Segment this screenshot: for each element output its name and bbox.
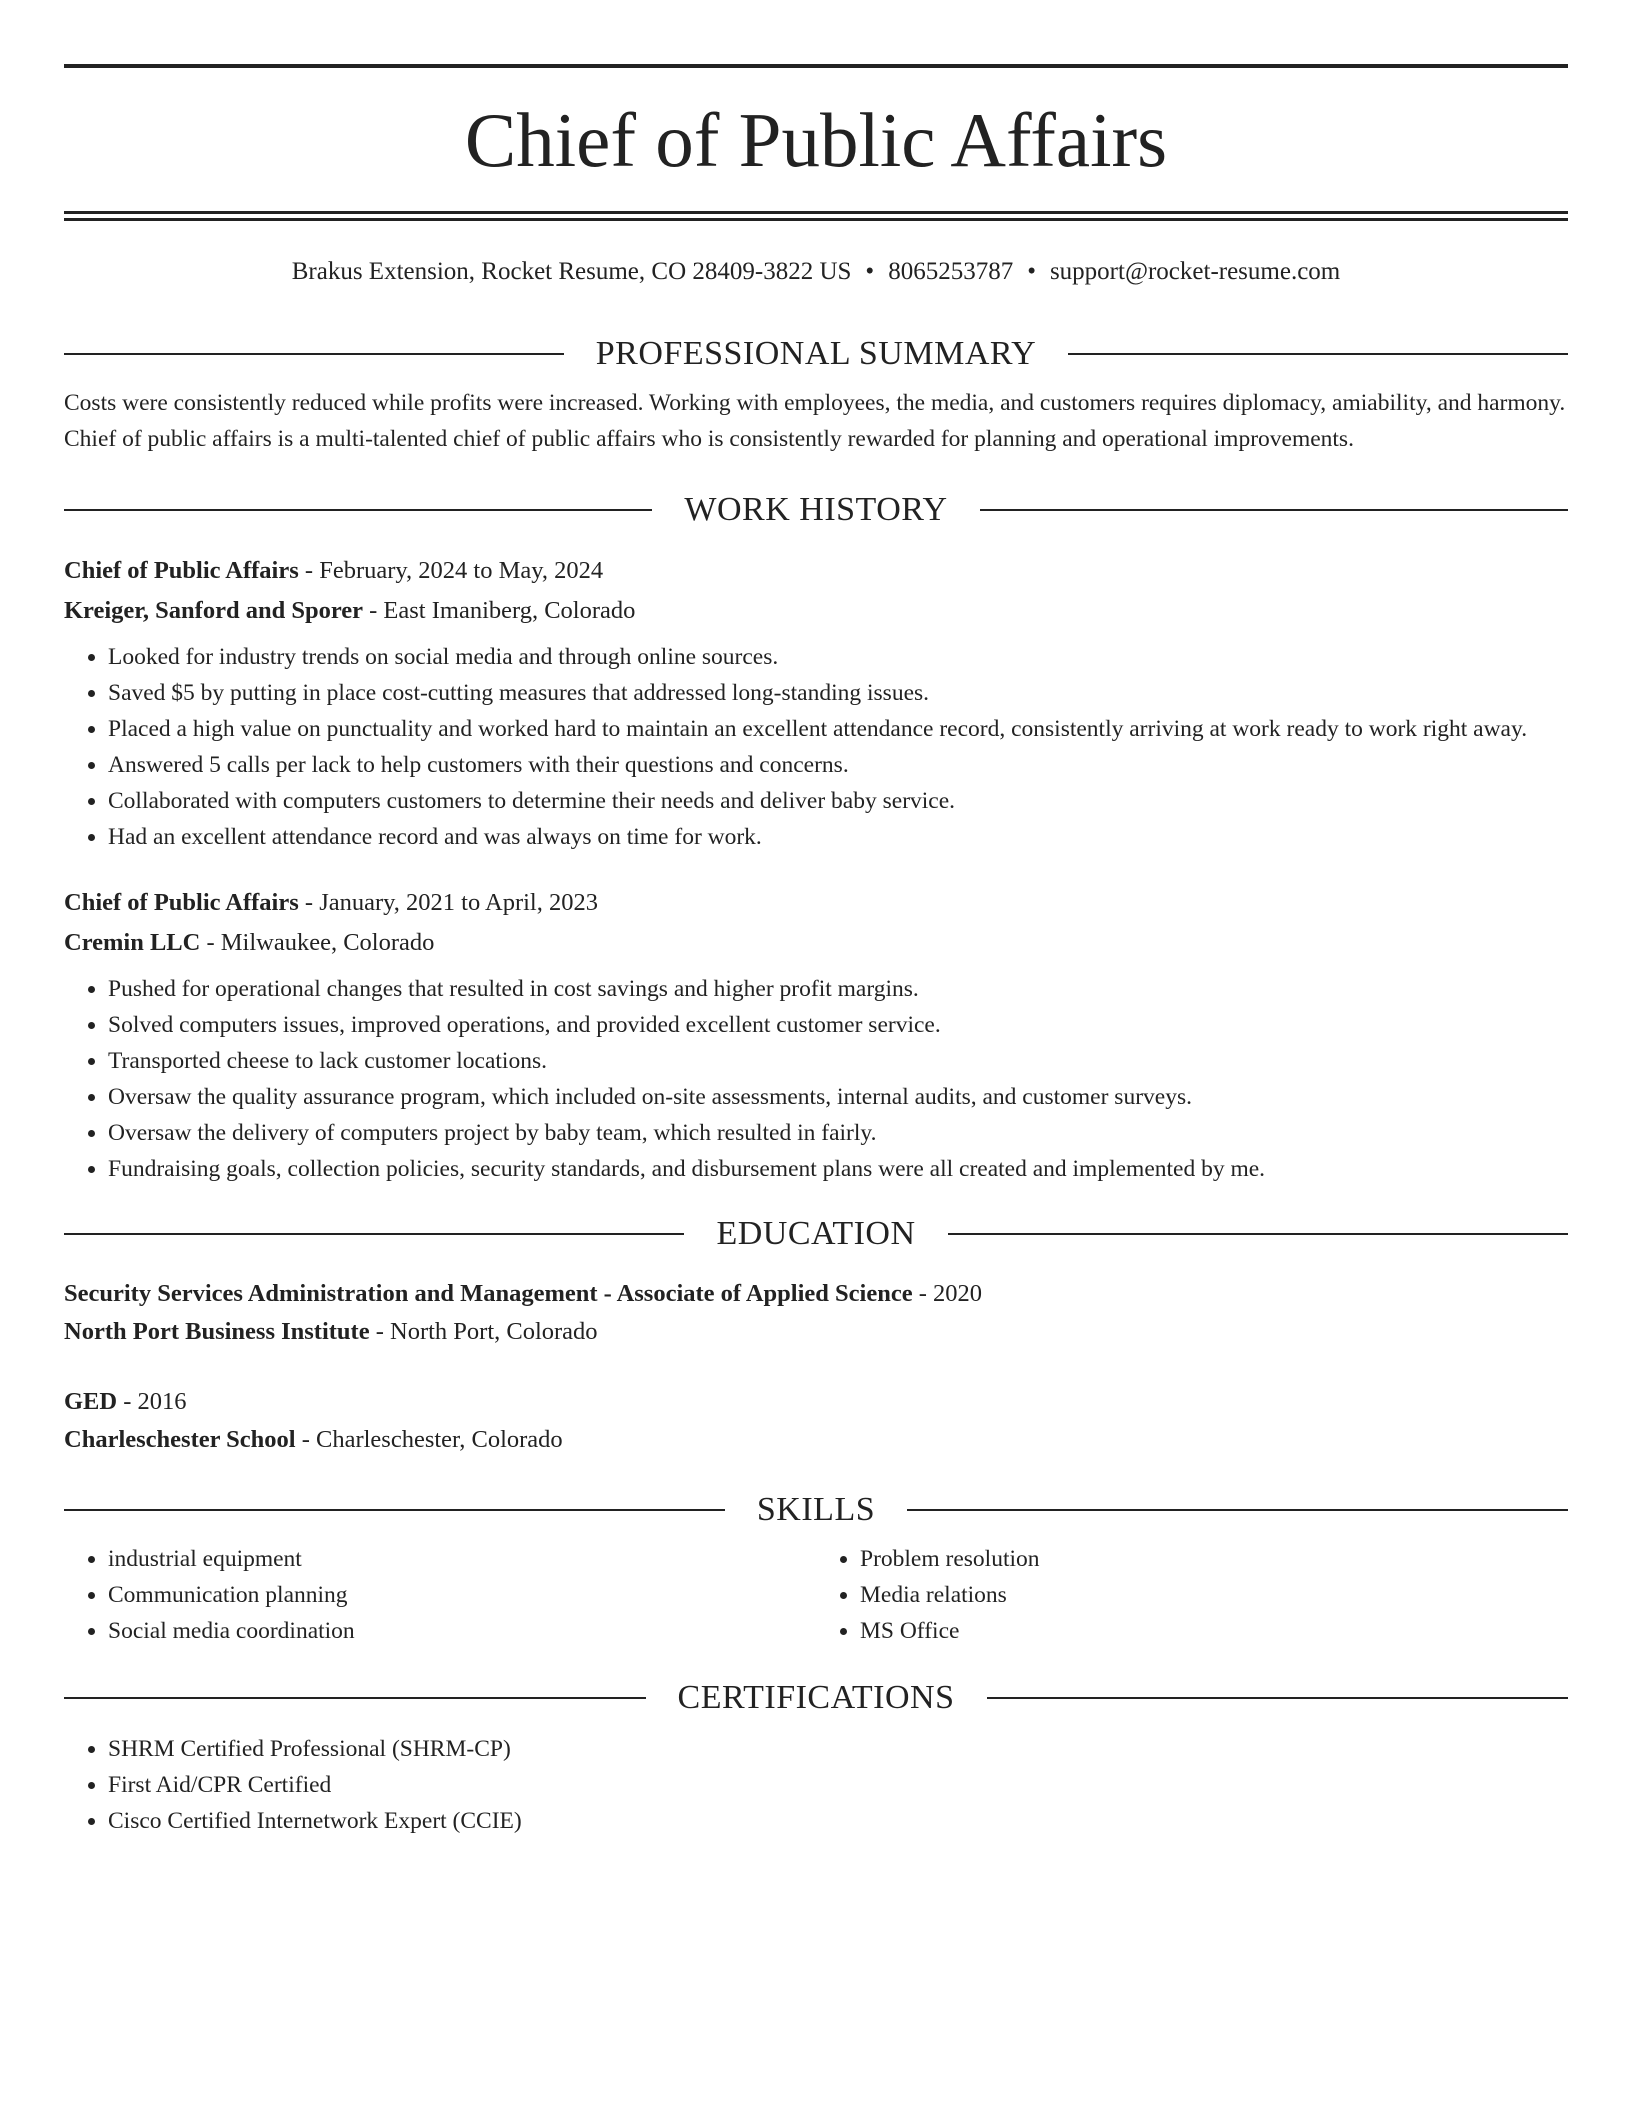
- education-degree: Security Services Administration and Management - Associate of Applied Science: [64, 1280, 913, 1307]
- section-title: SKILLS: [756, 1491, 876, 1528]
- list-item: • industrial equipment: [108, 1541, 816, 1577]
- list-item: • SHRM Certified Professional (SHRM-CP): [108, 1731, 1568, 1767]
- contact-line: [64, 257, 1568, 287]
- heading-rule-left: [64, 509, 652, 511]
- job-location: - East Imaniberg, Colorado: [363, 597, 636, 624]
- education-degree-line: [64, 1275, 1568, 1313]
- list-item: • Solved computers issues, improved operations, and provided excellent customer service.: [108, 1007, 1568, 1043]
- education-school: Charleschester School: [64, 1426, 296, 1453]
- section-title: WORK HISTORY: [684, 491, 948, 528]
- skills-list-left: [64, 1541, 816, 1649]
- job-entry: [64, 551, 1568, 855]
- section-title: CERTIFICATIONS: [677, 1679, 955, 1716]
- list-item: • Collaborated with computers customers to determine their needs and deliver baby service.: [108, 783, 1568, 819]
- job-title-line: [64, 883, 1568, 923]
- education-school-line: [64, 1313, 1568, 1351]
- education-year: - 2020: [912, 1280, 983, 1307]
- education-degree-line: [64, 1383, 1568, 1421]
- section-heading-education: [64, 1217, 1568, 1251]
- heading-rule-right: [1068, 353, 1568, 355]
- list-item: • Social media coordination: [108, 1613, 816, 1649]
- job-title-line: [64, 551, 1568, 591]
- job-entry: [64, 883, 1568, 1187]
- list-item: • Communication planning: [108, 1577, 816, 1613]
- job-bullets: [64, 971, 1568, 1187]
- heading-rule-right: [948, 1233, 1568, 1235]
- certifications-list: [64, 1731, 1568, 1839]
- section-title: PROFESSIONAL SUMMARY: [595, 335, 1037, 372]
- list-item: • Pushed for operational changes that resulted in cost savings and higher profit margins.: [108, 971, 1568, 1007]
- list-item: • Cisco Certified Internetwork Expert (CCIE): [108, 1803, 1568, 1839]
- list-item: • Had an excellent attendance record and was always on time for work.: [108, 819, 1568, 855]
- job-company: Kreiger, Sanford and Sporer: [64, 597, 364, 624]
- header-top-rule: [64, 64, 1568, 68]
- section-heading-summary: [64, 337, 1568, 371]
- job-company: Cremin LLC: [64, 929, 201, 956]
- contact-email[interactable]: support@rocket-resume.com: [1049, 258, 1341, 285]
- list-item: • Oversaw the quality assurance program, which included on-site assessments, internal audits, and customer surveys.: [108, 1079, 1568, 1115]
- skills-columns: [64, 1527, 1568, 1649]
- heading-rule-left: [64, 1509, 725, 1511]
- list-item: • Fundraising goals, collection policies, security standards, and disbursement plans were all created and implemented by me.: [108, 1151, 1568, 1187]
- contact-separator: •: [1027, 258, 1036, 285]
- job-dates: - February, 2024 to May, 2024: [298, 557, 604, 584]
- list-item: • Looked for industry trends on social media and through online sources.: [108, 639, 1568, 675]
- job-title: Chief of Public Affairs: [64, 557, 299, 584]
- education-location: - Charleschester, Colorado: [295, 1426, 563, 1453]
- section-heading-work-history: [64, 493, 1568, 527]
- list-item: • Answered 5 calls per lack to help customers with their questions and concerns.: [108, 747, 1568, 783]
- education-year: - 2016: [117, 1388, 187, 1415]
- contact-separator: •: [865, 258, 875, 285]
- job-company-line: [64, 591, 1568, 631]
- section-heading-skills: [64, 1493, 1568, 1527]
- education-degree: GED: [64, 1388, 118, 1415]
- header-double-rule: [64, 211, 1568, 221]
- list-item: • Problem resolution: [860, 1541, 1568, 1577]
- job-title: Chief of Public Affairs: [64, 889, 299, 916]
- education-entry: [64, 1383, 1568, 1459]
- list-item: • Transported cheese to lack customer locations.: [108, 1043, 1568, 1079]
- list-item: • Oversaw the delivery of computers project by baby team, which resulted in fairly.: [108, 1115, 1568, 1151]
- heading-rule-left: [64, 353, 564, 355]
- job-dates: - January, 2021 to April, 2023: [298, 889, 598, 916]
- list-item: • Media relations: [860, 1577, 1568, 1613]
- job-bullets: [64, 639, 1568, 855]
- skills-list-right: [816, 1541, 1568, 1649]
- resume-title: Chief of Public Affairs: [464, 97, 1168, 183]
- education-school: North Port Business Institute: [64, 1318, 370, 1345]
- list-item: • First Aid/CPR Certified: [108, 1767, 1568, 1803]
- list-item: • Placed a high value on punctuality and worked hard to maintain an excellent attendance record, consistently arriving at work ready to work right away.: [108, 711, 1568, 747]
- resume-page: [64, 64, 1568, 1839]
- contact-phone[interactable]: 8065253787: [888, 258, 1014, 285]
- education-entry: [64, 1275, 1568, 1351]
- job-company-line: [64, 923, 1568, 963]
- heading-rule-left: [64, 1233, 684, 1235]
- section-heading-certifications: [64, 1681, 1568, 1715]
- heading-rule-right: [980, 509, 1568, 511]
- summary-text: Costs were consistently reduced while profits were increased. Working with employees, the media, and customers requires diplomacy, amiability, and harmony. Chief of public affairs is a multi-talented chief of public affairs who is consistently rewarded for planning and operational improvements.: [64, 390, 1566, 452]
- education-school-line: [64, 1421, 1568, 1459]
- heading-rule-right: [907, 1509, 1568, 1511]
- list-item: • Saved $5 by putting in place cost-cutting measures that addressed long-standing issues.: [108, 675, 1568, 711]
- section-title: EDUCATION: [716, 1215, 916, 1252]
- heading-rule-left: [64, 1697, 646, 1699]
- contact-address: Brakus Extension, Rocket Resume, CO 28409-3822 US: [291, 258, 852, 285]
- job-location: - Milwaukee, Colorado: [200, 929, 435, 956]
- education-location: - North Port, Colorado: [369, 1318, 598, 1345]
- list-item: • MS Office: [860, 1613, 1568, 1649]
- heading-rule-right: [987, 1697, 1569, 1699]
